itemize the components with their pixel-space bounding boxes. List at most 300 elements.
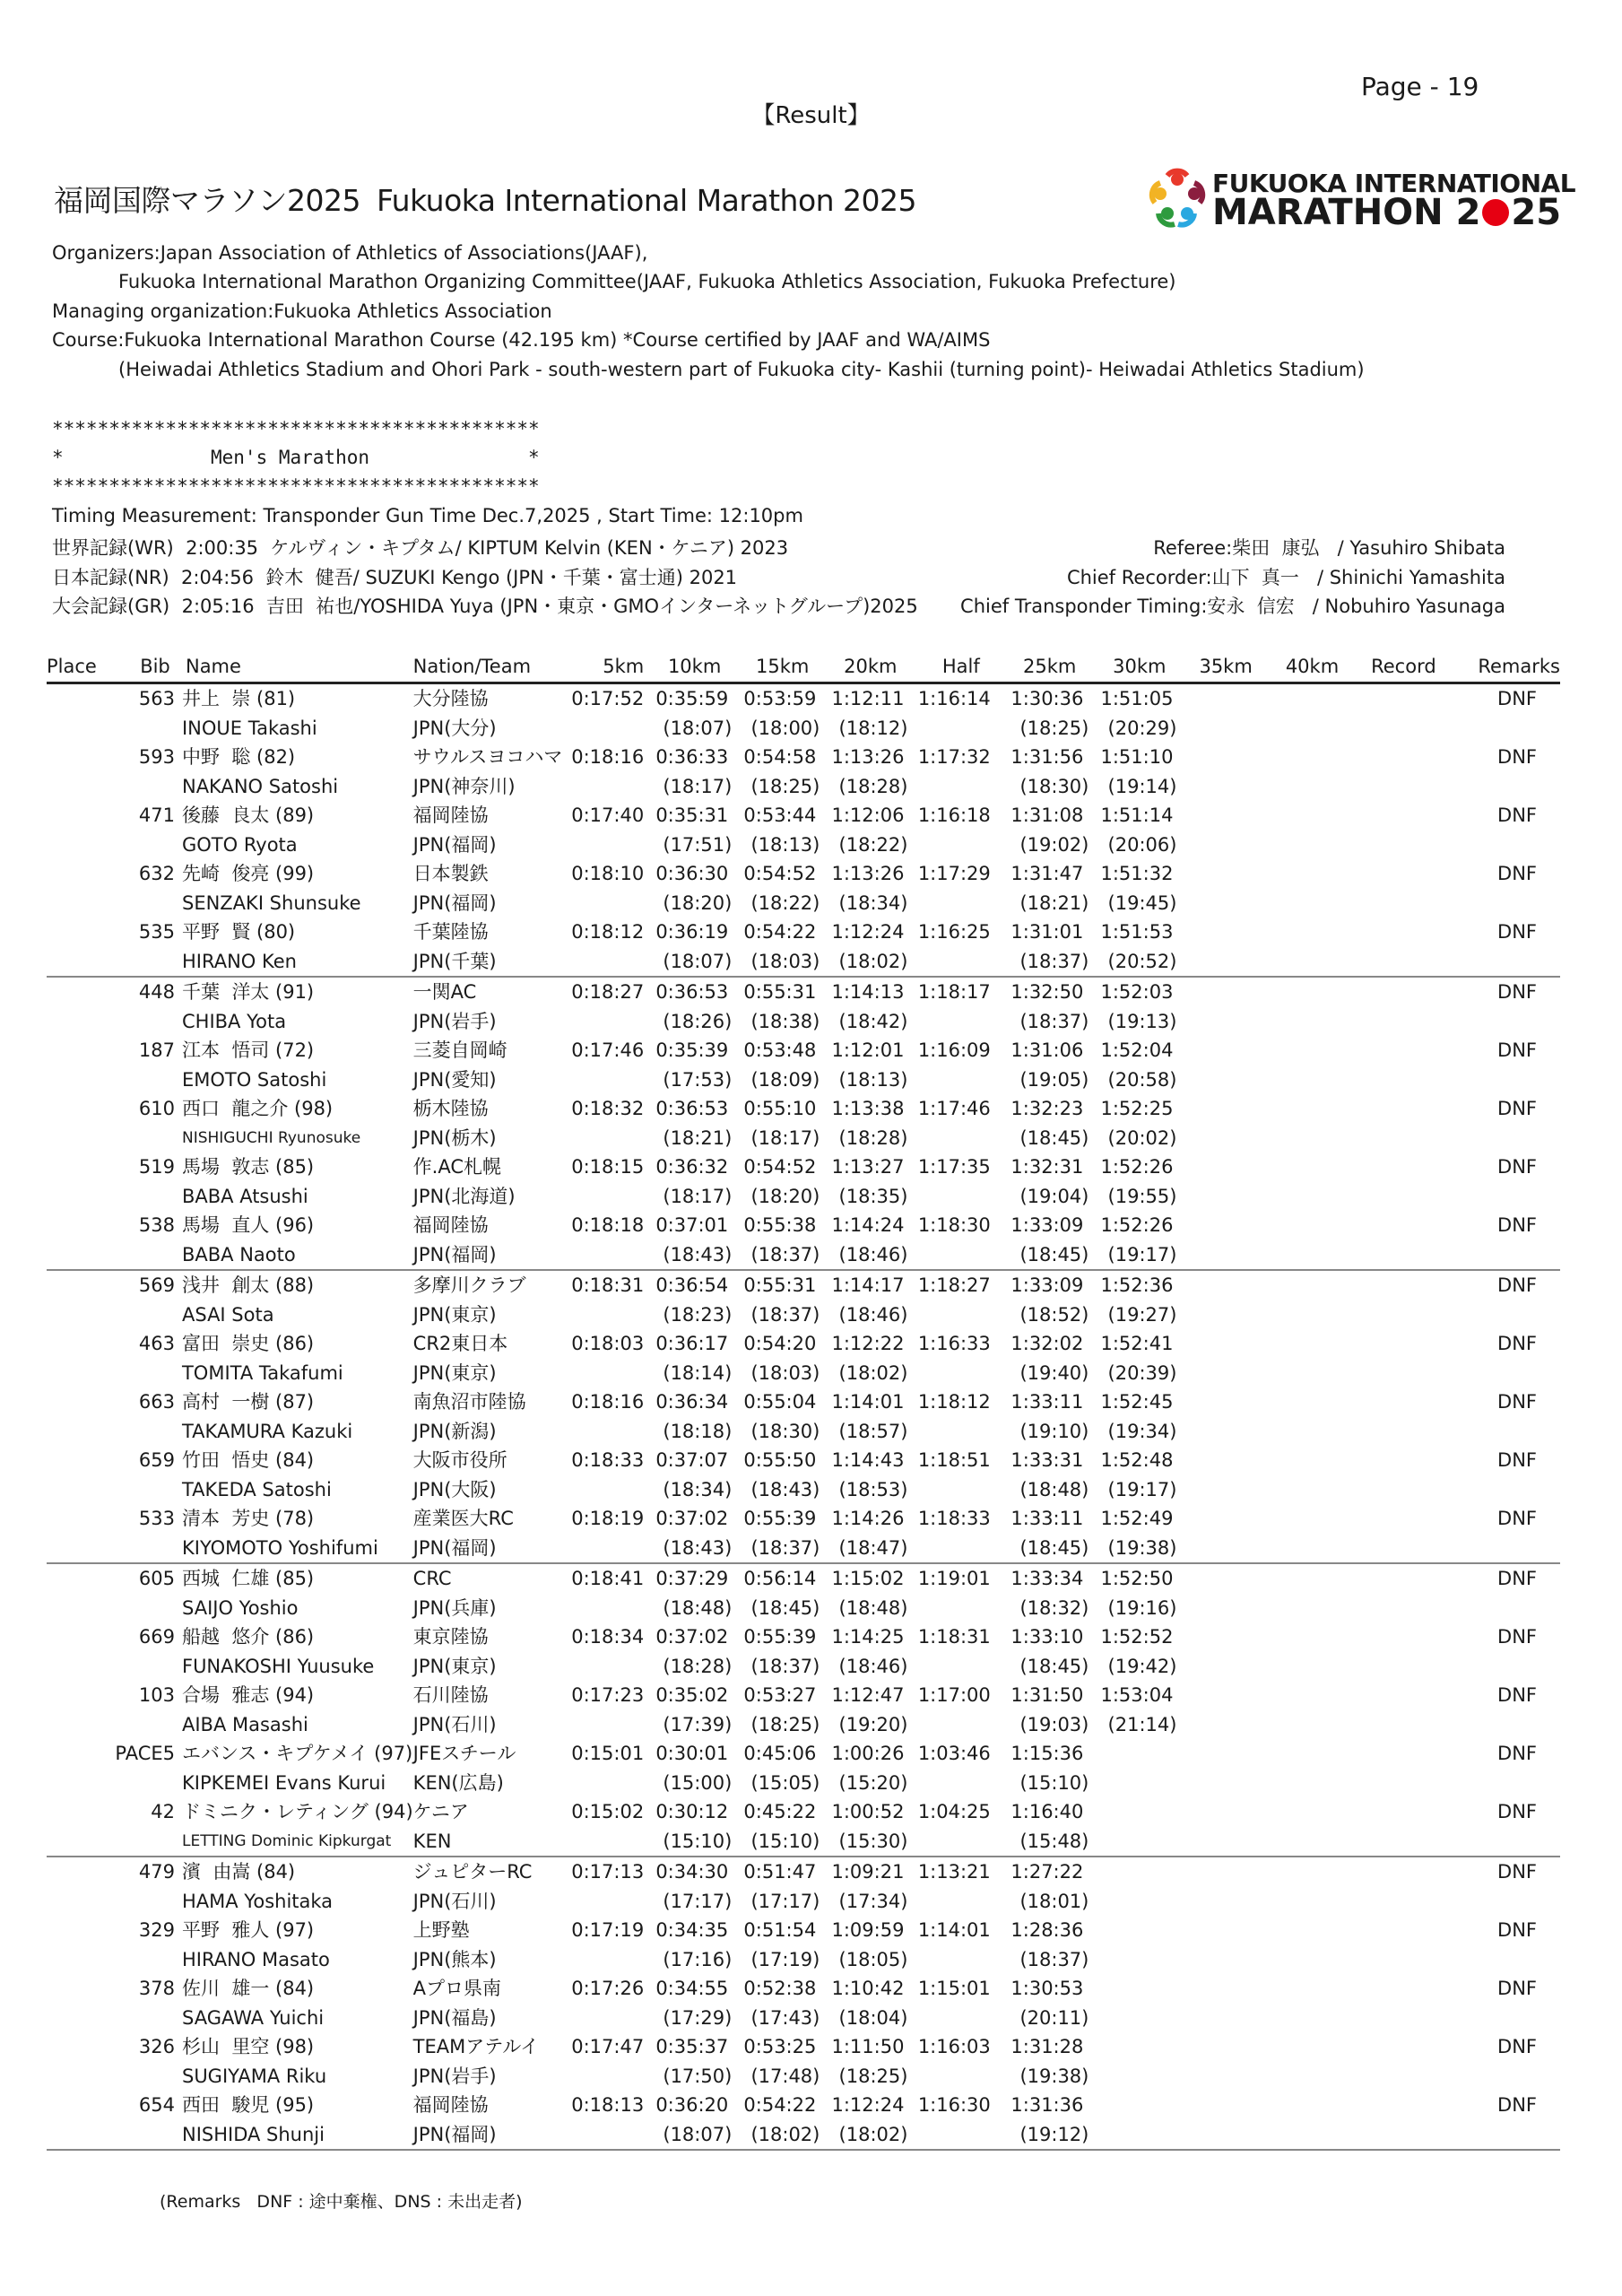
lap-15km: (18:03) — [750, 1361, 820, 1384]
lap-20km: (18:22) — [838, 833, 908, 856]
nation-cell: JPN(福岡) — [413, 1240, 572, 1271]
split-20km: 1:13:38 — [831, 1098, 905, 1119]
split-half: 1:03:46 — [917, 1743, 991, 1764]
red-dot-icon — [1482, 199, 1509, 226]
remarks-cell: DNF — [1497, 863, 1537, 884]
lap-30km: (20:39) — [1107, 1361, 1177, 1384]
name-en-cell: SUGIYAMA Riku — [181, 2065, 327, 2087]
split-30km: 1:52:26 — [1100, 1214, 1174, 1236]
lap-35km — [1176, 1594, 1262, 1623]
bib-cell-sub — [108, 1827, 180, 1857]
lap-40km — [1263, 1887, 1349, 1917]
col-half: Half — [907, 653, 995, 683]
lap-25km: (19:04) — [1019, 1185, 1089, 1207]
name-en-cell: BABA Naoto — [180, 1240, 413, 1271]
lap-half — [907, 831, 995, 860]
lap-15km: (18:13) — [750, 833, 820, 856]
bib-cell: 593 — [138, 746, 175, 768]
name-ja-cell: 杉山 里空 (98) — [181, 2036, 315, 2057]
lap-10km: (18:07) — [663, 717, 733, 739]
lap-record — [1349, 1240, 1436, 1271]
split-10km: 0:35:59 — [655, 688, 729, 709]
team-cell: ジュピターRC — [412, 1861, 533, 1883]
col-30km: 30km — [1089, 653, 1176, 683]
split-40km — [1263, 1094, 1349, 1124]
lap-remarks — [1436, 1182, 1560, 1212]
lap-35km — [1176, 889, 1262, 918]
split-35km — [1176, 859, 1262, 889]
national-record: 日本記録(NR) 2:04:56 鈴木 健吾/ SUZUKI Kengo (JPN・千葉・富士通) 2021 — [52, 567, 738, 588]
split-20km: 1:14:01 — [831, 1391, 905, 1413]
name-ja-cell: 馬場 直人 (96) — [181, 1214, 315, 1236]
nation-cell: JPN(栃木) — [412, 1126, 497, 1149]
split-5km: 0:18:19 — [571, 1508, 645, 1529]
lap-15km: (18:43) — [750, 1478, 820, 1500]
lap-30km: (19:45) — [1107, 891, 1177, 914]
lap-remarks — [1436, 1124, 1560, 1153]
lap-25km: (18:37) — [1019, 1948, 1089, 1970]
bib-cell: 42 — [151, 1801, 175, 1822]
lap-40km — [1263, 2062, 1349, 2092]
lap-half — [907, 1417, 995, 1447]
bib-cell: 632 — [138, 863, 175, 884]
split-10km: 0:34:55 — [655, 1978, 729, 1999]
split-25km: 1:32:23 — [1010, 1098, 1084, 1119]
name-en-cell: HIRANO Ken — [180, 947, 413, 978]
lap-5km — [571, 1475, 644, 1505]
name-ja-cell: 西田 駿児 (95) — [181, 2094, 315, 2116]
remarks-cell: DNF — [1497, 1978, 1537, 1999]
lap-remarks — [1436, 1594, 1560, 1623]
split-40km — [1263, 1504, 1349, 1534]
place-cell-sub — [47, 772, 108, 802]
logo-line1: FUKUOKA INTERNATIONAL — [1212, 169, 1576, 198]
table-row — [47, 1211, 1560, 1240]
table-row-sub — [47, 2062, 1560, 2092]
chief-transponder-timing: Chief Transponder Timing:安永 信宏 / Nobuhiro Yasunaga — [960, 596, 1505, 617]
nation-cell: JPN(福岡) — [413, 2120, 572, 2151]
bib-cell-sub — [108, 1769, 180, 1798]
split-half: 1:18:30 — [917, 1214, 991, 1236]
lap-40km — [1263, 1065, 1349, 1095]
table-row — [47, 1270, 1560, 1300]
lap-30km — [1089, 2062, 1176, 2092]
place-cell — [47, 1622, 108, 1652]
lap-5km — [571, 1240, 644, 1271]
logo-line2 — [1212, 192, 1561, 233]
nation-cell: JPN(石川) — [412, 1713, 497, 1735]
bib-cell: 448 — [138, 981, 175, 1003]
table-row — [47, 1681, 1560, 1710]
split-10km: 0:36:53 — [655, 1098, 729, 1119]
split-half: 1:19:01 — [917, 1568, 991, 1589]
lap-15km: (15:05) — [750, 1771, 820, 1794]
lap-15km: (18:17) — [750, 1126, 820, 1149]
lap-25km: (18:45) — [996, 1240, 1089, 1271]
remarks-cell: DNF — [1497, 804, 1537, 826]
bib-cell-sub — [108, 1182, 180, 1212]
split-30km: 1:52:04 — [1100, 1039, 1174, 1061]
split-40km — [1263, 683, 1349, 714]
bib-cell-sub — [108, 1065, 180, 1095]
lap-25km: (18:01) — [1019, 1890, 1089, 1912]
lap-record — [1349, 1182, 1436, 1212]
table-row — [47, 1797, 1560, 1827]
lap-half — [907, 1359, 995, 1388]
table-row-sub — [47, 1417, 1560, 1447]
table-row — [47, 1857, 1560, 1887]
split-25km: 1:31:06 — [1010, 1039, 1084, 1061]
course-route: (Heiwadai Athletics Stadium and Ohori Park - south-western part of Fukuoka city- Kashii (turning point)- Heiwadai Athletics Stadium) — [118, 359, 1365, 380]
lap-30km: (20:06) — [1107, 833, 1177, 856]
name-ja-cell: 江本 悟司 (72) — [181, 1039, 315, 1061]
lap-35km — [1176, 2062, 1262, 2092]
nation-cell: JPN(新潟) — [412, 1420, 497, 1442]
lap-30km: (19:34) — [1107, 1420, 1177, 1442]
split-5km: 0:18:33 — [571, 1449, 645, 1471]
split-half: 1:17:00 — [917, 1684, 991, 1706]
lap-record — [1349, 1300, 1436, 1330]
team-cell: 石川陸協 — [412, 1684, 489, 1706]
lap-40km — [1263, 1124, 1349, 1153]
lap-25km: (19:12) — [996, 2120, 1089, 2151]
lap-5km — [571, 947, 644, 978]
lap-record — [1349, 1945, 1436, 1975]
bib-cell: 103 — [138, 1684, 175, 1706]
table-row — [47, 918, 1560, 947]
split-20km: 1:09:59 — [831, 1919, 905, 1941]
lap-40km — [1263, 1300, 1349, 1330]
lap-10km: (18:17) — [663, 1185, 733, 1207]
split-20km: 1:15:02 — [831, 1568, 905, 1589]
record-cell — [1349, 1329, 1436, 1359]
split-10km: 0:36:20 — [655, 2094, 729, 2116]
bib-cell-sub — [108, 1594, 180, 1623]
title-ja: 福岡国際マラソン2025 — [54, 183, 360, 218]
lap-40km — [1263, 1769, 1349, 1798]
table-row — [47, 1563, 1560, 1594]
record-cell — [1349, 1857, 1436, 1887]
record-cell — [1349, 1446, 1436, 1475]
lap-5km — [571, 2120, 644, 2151]
lap-25km: (15:10) — [1019, 1771, 1089, 1794]
nation-cell: JPN(熊本) — [412, 1948, 497, 1970]
team-cell: 南魚沼市陸協 — [412, 1391, 526, 1413]
lap-40km — [1263, 2120, 1349, 2151]
lap-5km — [571, 1887, 644, 1917]
lap-30km — [1089, 2120, 1176, 2151]
remarks-cell: DNF — [1497, 1274, 1537, 1296]
lap-10km: (18:48) — [663, 1596, 733, 1619]
lap-40km — [1263, 772, 1349, 802]
lap-15km: (17:19) — [750, 1948, 820, 1970]
lap-15km: (18:25) — [750, 1713, 820, 1735]
split-half: 1:18:33 — [917, 1508, 991, 1529]
lap-15km: (18:02) — [732, 2120, 820, 2151]
lap-half — [907, 2062, 995, 2092]
banner-stars-bottom: ******************************************* — [52, 475, 540, 497]
name-en-cell: NISHIGUCHI Ryunosuke — [181, 1128, 361, 1147]
split-5km: 0:18:13 — [571, 2094, 645, 2116]
split-40km — [1263, 2032, 1349, 2062]
lap-record — [1349, 1417, 1436, 1447]
results-table — [47, 653, 1560, 2151]
bib-cell: 479 — [138, 1861, 175, 1883]
team-cell: 三菱自岡崎 — [412, 1039, 507, 1061]
table-row — [47, 859, 1560, 889]
lap-record — [1349, 1710, 1436, 1740]
lap-5km — [571, 1945, 644, 1975]
split-20km: 1:12:24 — [831, 2094, 905, 2116]
split-35km — [1176, 918, 1262, 947]
name-ja-cell: 竹田 悟史 (84) — [181, 1449, 315, 1471]
name-en-cell: ASAI Sota — [181, 1303, 274, 1326]
bib-cell-sub — [108, 1887, 180, 1917]
team-cell: 福岡陸協 — [412, 1214, 489, 1236]
col-35km: 35km — [1176, 653, 1262, 683]
name-en-cell: KIPKEMEI Evans Kurui — [181, 1771, 386, 1794]
name-ja-cell: 平野 賢 (80) — [181, 921, 296, 943]
name-en-cell: TOMITA Takafumi — [181, 1361, 343, 1384]
split-20km: 1:13:26 — [831, 863, 905, 884]
split-5km: 0:17:52 — [571, 688, 645, 709]
lap-25km: (18:45) — [1019, 1655, 1089, 1677]
lap-5km — [571, 1652, 644, 1682]
table-row-sub — [47, 1475, 1560, 1505]
split-half: 1:17:46 — [917, 1098, 991, 1119]
lap-35km — [1176, 1417, 1262, 1447]
lap-35km — [1176, 1300, 1262, 1330]
split-half: 1:18:51 — [917, 1449, 991, 1471]
table-row — [47, 1446, 1560, 1475]
lap-25km: (19:10) — [1019, 1420, 1089, 1442]
place-cell — [47, 859, 108, 889]
remarks-cell: DNF — [1497, 1861, 1537, 1883]
lap-35km — [1176, 1652, 1262, 1682]
name-ja-cell: 船越 悠介 (86) — [181, 1626, 315, 1648]
lap-half — [907, 772, 995, 802]
split-half: 1:17:35 — [917, 1156, 991, 1178]
place-cell — [47, 1916, 108, 1945]
split-25km: 1:33:11 — [1010, 1508, 1084, 1529]
nation-cell: JPN(東京) — [412, 1303, 497, 1326]
lap-10km: (18:20) — [663, 891, 733, 914]
bib-cell: 187 — [138, 1039, 175, 1061]
lap-35km — [1176, 1124, 1262, 1153]
team-cell: 一関AC — [412, 981, 477, 1003]
lap-40km — [1263, 1417, 1349, 1447]
place-cell-sub — [47, 831, 108, 860]
record-cell — [1349, 1797, 1436, 1827]
bib-cell-sub — [108, 714, 180, 744]
lap-5km — [571, 1124, 644, 1153]
remarks-cell: DNF — [1497, 921, 1537, 943]
name-ja-cell: 平野 雅人 (97) — [181, 1919, 315, 1941]
record-cell — [1349, 1916, 1436, 1945]
split-10km: 0:36:34 — [655, 1391, 729, 1413]
name-ja-cell: 中野 聡 (82) — [181, 746, 296, 768]
split-25km: 1:30:53 — [1010, 1978, 1084, 1999]
split-15km: 0:52:38 — [743, 1978, 817, 1999]
lap-remarks — [1436, 889, 1560, 918]
remarks-cell: DNF — [1497, 1391, 1537, 1413]
place-cell — [47, 1152, 108, 1182]
lap-30km: (19:17) — [1107, 1478, 1177, 1500]
table-row — [47, 1974, 1560, 2004]
lap-35km — [1176, 1359, 1262, 1388]
name-ja-cell: 合場 雅志 (94) — [181, 1684, 315, 1706]
lap-10km: (17:50) — [663, 2065, 733, 2087]
place-cell — [47, 1504, 108, 1534]
record-cell — [1349, 1094, 1436, 1124]
split-15km: 0:53:25 — [743, 2036, 817, 2057]
lap-20km: (18:02) — [820, 2120, 907, 2151]
nation-cell: JPN(愛知) — [412, 1068, 497, 1091]
lap-record — [1349, 831, 1436, 860]
team-cell: 作.AC札幌 — [412, 1156, 502, 1178]
place-cell — [47, 1857, 108, 1887]
record-cell — [1349, 2091, 1436, 2120]
lap-20km: (18:46) — [820, 1240, 907, 1271]
lap-record — [1349, 1359, 1436, 1388]
lap-remarks — [1436, 1240, 1560, 1271]
split-35km — [1176, 977, 1262, 1007]
table-row-sub — [47, 1182, 1560, 1212]
split-25km: 1:32:02 — [1010, 1333, 1084, 1354]
lap-10km: (18:43) — [644, 1240, 732, 1271]
lap-35km — [1176, 714, 1262, 744]
place-cell — [47, 1094, 108, 1124]
nation-cell: JPN(福岡) — [412, 891, 497, 914]
lap-record — [1349, 2004, 1436, 2033]
record-cell — [1349, 1563, 1436, 1594]
table-row — [47, 1387, 1560, 1417]
split-30km: 1:52:25 — [1100, 1098, 1174, 1119]
split-40km — [1263, 1797, 1349, 1827]
lap-10km: (18:21) — [663, 1126, 733, 1149]
team-cell: Aプロ県南 — [412, 1978, 502, 1999]
split-40km — [1263, 1974, 1349, 2004]
record-cell — [1349, 743, 1436, 772]
lap-20km: (17:34) — [838, 1890, 908, 1912]
split-25km: 1:31:56 — [1010, 746, 1084, 768]
lap-5km — [571, 2004, 644, 2033]
nation-cell: JPN(福島) — [412, 2006, 497, 2029]
split-10km: 0:35:39 — [655, 1039, 729, 1061]
team-cell: JFEスチール — [412, 1743, 516, 1764]
lap-20km: (18:47) — [820, 1534, 907, 1564]
team-cell: 大阪市役所 — [412, 1449, 507, 1471]
name-en-cell: TAKAMURA Kazuki — [181, 1420, 353, 1442]
split-5km: 0:18:41 — [571, 1568, 645, 1589]
table-row — [47, 1152, 1560, 1182]
table-row — [47, 2032, 1560, 2062]
place-cell-sub — [47, 1827, 108, 1857]
lap-remarks — [1436, 2120, 1560, 2151]
lap-record — [1349, 889, 1436, 918]
lap-remarks — [1436, 1065, 1560, 1095]
name-en-cell: NAKANO Satoshi — [181, 775, 339, 797]
split-20km: 1:14:25 — [831, 1626, 905, 1648]
col-5km: 5km — [571, 653, 644, 683]
record-cell — [1349, 1622, 1436, 1652]
split-30km: 1:51:53 — [1100, 921, 1174, 943]
bib-cell-sub — [108, 1534, 180, 1564]
team-cell: ケニア — [412, 1801, 469, 1822]
split-35km — [1176, 1094, 1262, 1124]
place-cell — [47, 918, 108, 947]
split-half: 1:16:03 — [917, 2036, 991, 2057]
lap-5km — [571, 1594, 644, 1623]
lap-remarks — [1436, 772, 1560, 802]
split-5km: 0:17:47 — [571, 2036, 645, 2057]
nation-cell: JPN(東京) — [412, 1361, 497, 1384]
record-cell — [1349, 1504, 1436, 1534]
team-cell: 産業医大RC — [412, 1508, 514, 1529]
lap-record — [1349, 772, 1436, 802]
lap-25km: (19:03) — [1019, 1713, 1089, 1735]
lap-5km — [571, 889, 644, 918]
name-en-cell: AIBA Masashi — [181, 1713, 308, 1735]
place-cell — [47, 683, 108, 714]
split-15km: 0:55:50 — [743, 1449, 817, 1471]
split-35km — [1176, 1563, 1262, 1594]
bib-cell: 569 — [138, 1274, 175, 1296]
bib-cell-sub — [108, 1652, 180, 1682]
bib-cell: 563 — [138, 688, 175, 709]
name-ja-cell: 井上 崇 (81) — [181, 688, 296, 709]
place-cell-sub — [47, 1300, 108, 1330]
split-5km: 0:18:31 — [571, 1274, 645, 1296]
remarks-cell: DNF — [1497, 981, 1537, 1003]
record-cell — [1349, 1036, 1436, 1065]
name-en-cell: HIRANO Masato — [181, 1948, 330, 1970]
lap-15km: (17:17) — [750, 1890, 820, 1912]
lap-15km: (18:00) — [750, 717, 820, 739]
lap-5km — [571, 714, 644, 744]
bib-cell: 669 — [138, 1626, 175, 1648]
bib-cell: 610 — [138, 1098, 175, 1119]
lap-remarks — [1436, 947, 1560, 978]
table-row-sub — [47, 947, 1560, 978]
name-ja-cell: 清本 芳史 (78) — [181, 1508, 315, 1529]
split-20km: 1:00:52 — [831, 1801, 905, 1822]
bib-cell-sub — [108, 1300, 180, 1330]
lap-25km: (18:32) — [1019, 1596, 1089, 1619]
name-en-cell: HAMA Yoshitaka — [181, 1890, 334, 1912]
team-cell: CRC — [412, 1568, 452, 1589]
lap-30km — [1089, 1887, 1176, 1917]
split-35km — [1176, 1622, 1262, 1652]
lap-15km: (18:37) — [732, 1534, 820, 1564]
split-10km: 0:36:19 — [655, 921, 729, 943]
lap-record — [1349, 947, 1436, 978]
lap-25km: (20:11) — [1019, 2006, 1089, 2029]
name-en-cell: FUNAKOSHI Yuusuke — [181, 1655, 375, 1677]
bib-cell-sub — [108, 1417, 180, 1447]
lap-record — [1349, 1652, 1436, 1682]
split-25km: 1:27:22 — [1010, 1861, 1084, 1883]
split-15km: 0:53:27 — [743, 1684, 817, 1706]
split-15km: 0:53:48 — [743, 1039, 817, 1061]
split-20km: 1:14:43 — [831, 1449, 905, 1471]
split-5km: 0:15:02 — [571, 1801, 645, 1822]
place-cell-sub — [47, 1124, 108, 1153]
course: Course:Fukuoka International Marathon Course (42.195 km) *Course certified by JAAF and WA/AIMS — [52, 329, 991, 351]
name-en-cell: EMOTO Satoshi — [181, 1068, 327, 1091]
organizers: Organizers:Japan Association of Athletics of Associations(JAAF), — [52, 242, 648, 264]
nation-cell: JPN(兵庫) — [412, 1596, 497, 1619]
